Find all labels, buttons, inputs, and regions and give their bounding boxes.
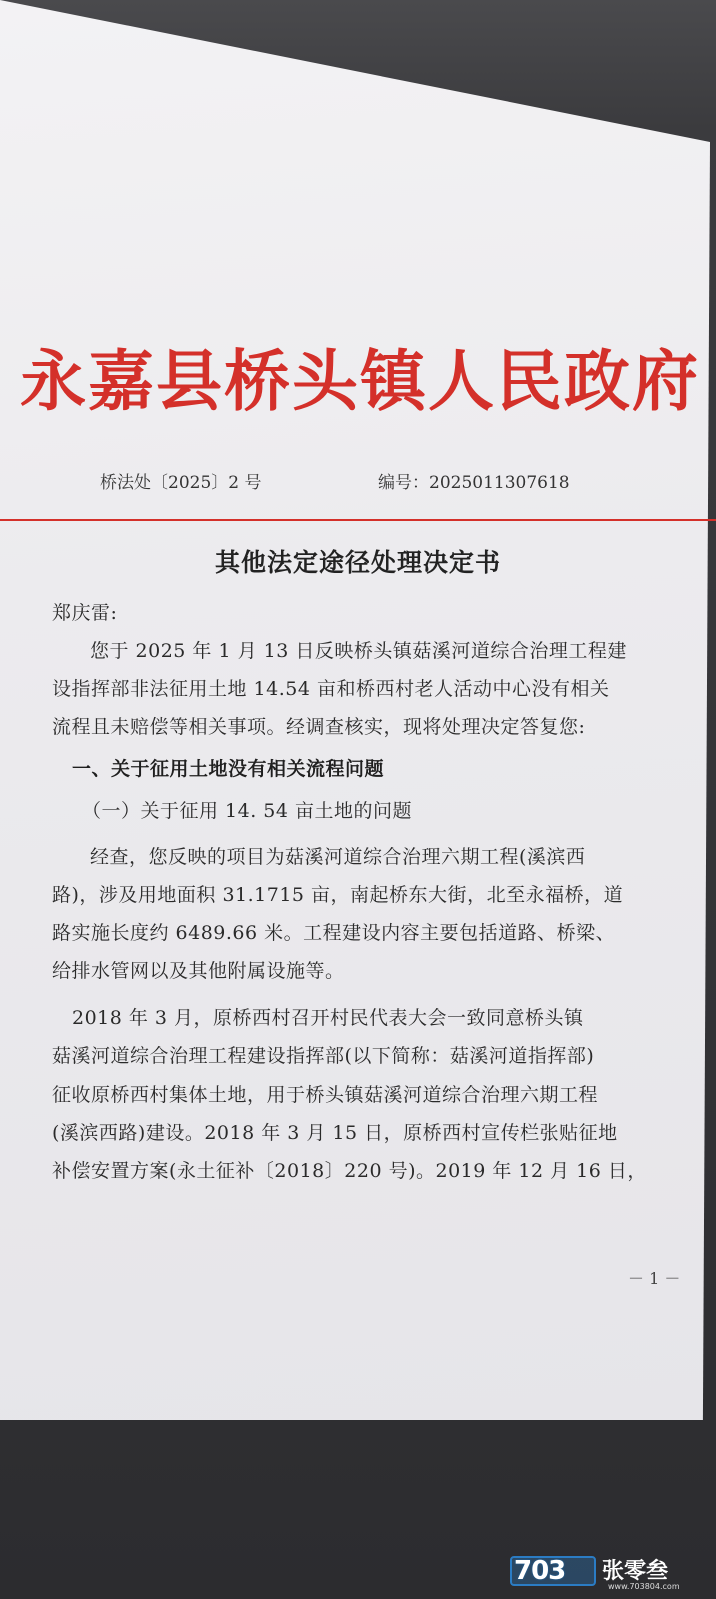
watermark-name: 张零叁 (602, 1559, 669, 1584)
document-number-row (0, 468, 716, 498)
document-number: 桥法处〔2025〕2 号 (100, 473, 262, 493)
page-number: － 1 － (628, 1269, 681, 1288)
watermark-logo (510, 1556, 596, 1586)
paragraph-line: (溪滨西路)建设。2018 年 3 月 15 日，原桥西村宣传栏张贴征地 (52, 1122, 618, 1144)
paragraph-line: 2018 年 3 月，原桥西村召开村民代表大会一致同意桥头镇 (72, 1007, 584, 1029)
paragraph-line: 路实施长度约 6489.66 米。工程建设内容主要包括道路、桥梁、 (52, 922, 616, 944)
watermark-url: www.703804.com (608, 1582, 680, 1591)
paragraph-line: 补偿安置方案(永土征补〔2018〕220 号)。2019 年 12 月 16 日， (52, 1160, 647, 1182)
paragraph-line: 设指挥部非法征用土地 14.54 亩和桥西村老人活动中心没有相关 (52, 678, 610, 700)
issuer-header: 永嘉县桥头镇人民政府 (20, 342, 700, 420)
watermark-logo-text: 703 (514, 1556, 566, 1586)
paragraph-line: 菇溪河道综合治理工程建设指挥部(以下简称：菇溪河道指挥部) (52, 1045, 595, 1067)
paragraph-line: 征收原桥西村集体土地，用于桥头镇菇溪河道综合治理六期工程 (52, 1084, 599, 1106)
section-heading: 一、关于征用土地没有相关流程问题 (72, 758, 385, 780)
paragraph-line: 路)，涉及用地面积 31.1715 亩，南起桥东大街，北至永福桥，道 (52, 884, 624, 906)
salutation: 郑庆雷: (52, 602, 118, 624)
paragraph-line: 给排水管网以及其他附属设施等。 (52, 960, 345, 982)
red-divider-line (0, 519, 716, 521)
paragraph-line: 经查，您反映的项目为菇溪河道综合治理六期工程(溪滨西 (90, 846, 586, 868)
paragraph-line: 流程且未赔偿等相关事项。经调查核实，现将处理决定答复您: (52, 716, 586, 738)
subsection-heading: （一）关于征用 14. 54 亩土地的问题 (82, 800, 413, 822)
paragraph-line: 您于 2025 年 1 月 13 日反映桥头镇菇溪河道综合治理工程建 (90, 640, 627, 662)
serial-number: 编号：2025011307618 (378, 473, 570, 493)
watermark (510, 1552, 710, 1592)
document-title: 其他法定途径处理决定书 (214, 548, 501, 577)
